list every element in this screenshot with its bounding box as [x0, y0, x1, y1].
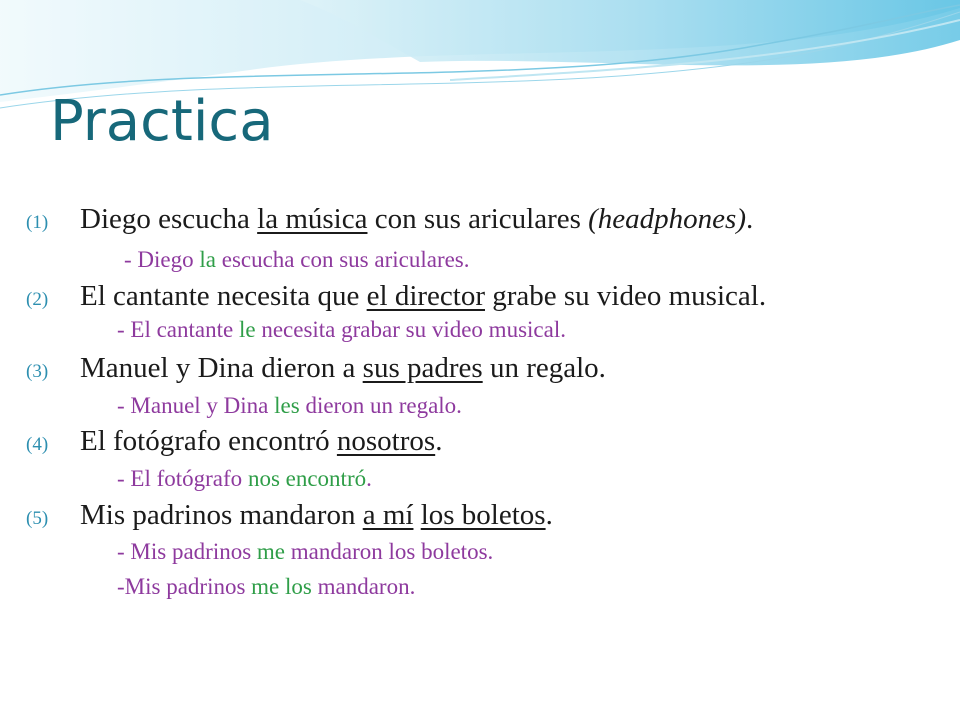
answer-item-1: - Diego la escucha con sus ariculares.	[124, 247, 470, 272]
slide-title: Practica	[50, 89, 274, 154]
direct-object: la música	[257, 203, 368, 235]
answer-item-2: - El cantante le necesita grabar su video musical.	[117, 317, 566, 342]
item-number: (4)	[26, 434, 49, 455]
pronoun: me los	[251, 574, 312, 599]
item-number: (2)	[26, 289, 49, 310]
pronoun: la	[199, 247, 216, 272]
direct-object: nosotros	[336, 425, 436, 457]
pronoun: les	[274, 393, 300, 418]
pronoun: me	[256, 539, 286, 564]
answer-item-4: - El fotógrafo nos encontró.	[117, 466, 372, 491]
exercise-item-4: (4) El fotógrafo encontró nosotros.	[26, 423, 442, 463]
exercise-item-5: (5) Mis padrinos mandaron a mí los boletos.	[26, 497, 553, 537]
answer-item-5a: - Mis padrinos me mandaron los boletos.	[117, 539, 494, 564]
exercise-item-1: (1) Diego escucha la música con sus ariculares (headphones).	[26, 201, 753, 241]
pronoun: nos encontró	[247, 466, 367, 491]
indirect-object: a mí	[362, 499, 414, 531]
item-number: (1)	[26, 212, 49, 233]
pronoun: le	[238, 317, 256, 342]
exercise-item-3: (3) Manuel y Dina dieron a sus padres un regalo.	[26, 350, 606, 390]
answer-item-3: - Manuel y Dina les dieron un regalo.	[117, 393, 462, 418]
direct-object: los boletos	[420, 499, 546, 531]
item-number: (5)	[26, 508, 49, 529]
indirect-object: sus padres	[362, 352, 483, 384]
translation-note: (headphones)	[588, 203, 746, 235]
item-number: (3)	[26, 361, 49, 382]
exercise-item-2: (2) El cantante necesita que el director grabe su video musical.	[26, 278, 766, 318]
answer-item-5b: -Mis padrinos me los mandaron.	[117, 574, 416, 599]
direct-object: el director	[366, 280, 485, 312]
